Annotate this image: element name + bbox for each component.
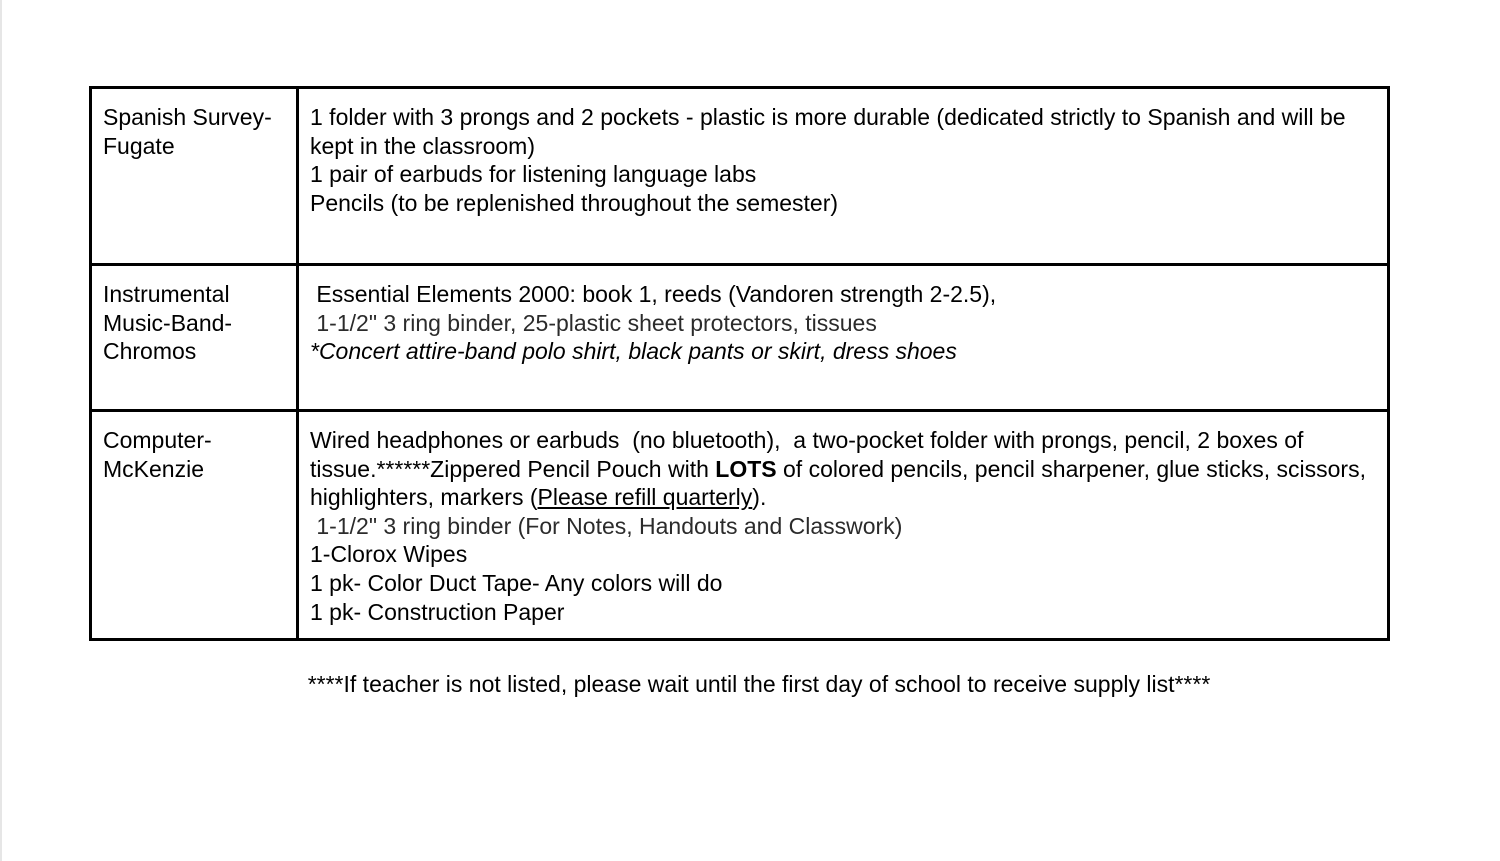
supply-text: ). [752,484,767,511]
supply-item: 1-Clorox Wipes [310,541,468,568]
footnote: ****If teacher is not listed, please wait until the first day of school to receive supply list**** [307,671,1211,697]
supply-text: of colored pencils, pencil sharpener, glue sticks, scissors, highlighters, markers ( [310,455,1373,511]
supply-item: Essential Elements 2000: book 1, reeds (Vandoren strength 2-2.5), [310,281,997,307]
subject-label: Instrumental Music-Band-Chromos [103,281,233,365]
concert-attire-note: *Concert attire-band polo shirt, black pants or skirt, dress shoes [310,338,957,365]
supply-item: 1 folder with 3 prongs and 2 pockets - plastic is more durable (dedicated strictly to Spanish and will be kept in the classroom) [310,104,1352,159]
subject-cell [91,265,298,411]
items-cell [298,411,1389,640]
subject-label: Spanish Survey- Fugate [103,104,272,159]
supply-item: 1-1/2" 3 ring binder (For Notes, Handouts and Classwork) [310,512,903,539]
supply-item: 1 pk- Color Duct Tape- Any colors will do [310,569,723,596]
supply-item: 1-1/2" 3 ring binder, 25-plastic sheet protectors, tissues [310,309,877,336]
supply-item: Pencils (to be replenished throughout the semester) [310,189,839,216]
subject-cell [91,88,298,265]
table-row [91,265,1389,411]
supply-text: Wired headphones or earbuds (no bluetooth), a two-pocket folder with prongs, pencil, 2 boxes of tissue.******Zippered Pencil Pouch with [310,427,1310,482]
items-cell [298,265,1389,411]
supply-paragraph [310,426,1377,512]
table-row [91,88,1389,265]
emphasis-text: LOTS [715,455,777,482]
supply-item: 1 pair of earbuds for listening language labs [310,161,757,188]
items-cell [298,88,1389,265]
table-row [91,411,1389,640]
subject-label: Computer-McKenzie [103,427,212,482]
refill-note: Please refill quarterly [537,484,753,511]
supply-list-table [89,86,1390,641]
page-edge [0,0,2,861]
subject-cell [91,411,298,640]
supply-item: 1 pk- Construction Paper [310,598,565,625]
